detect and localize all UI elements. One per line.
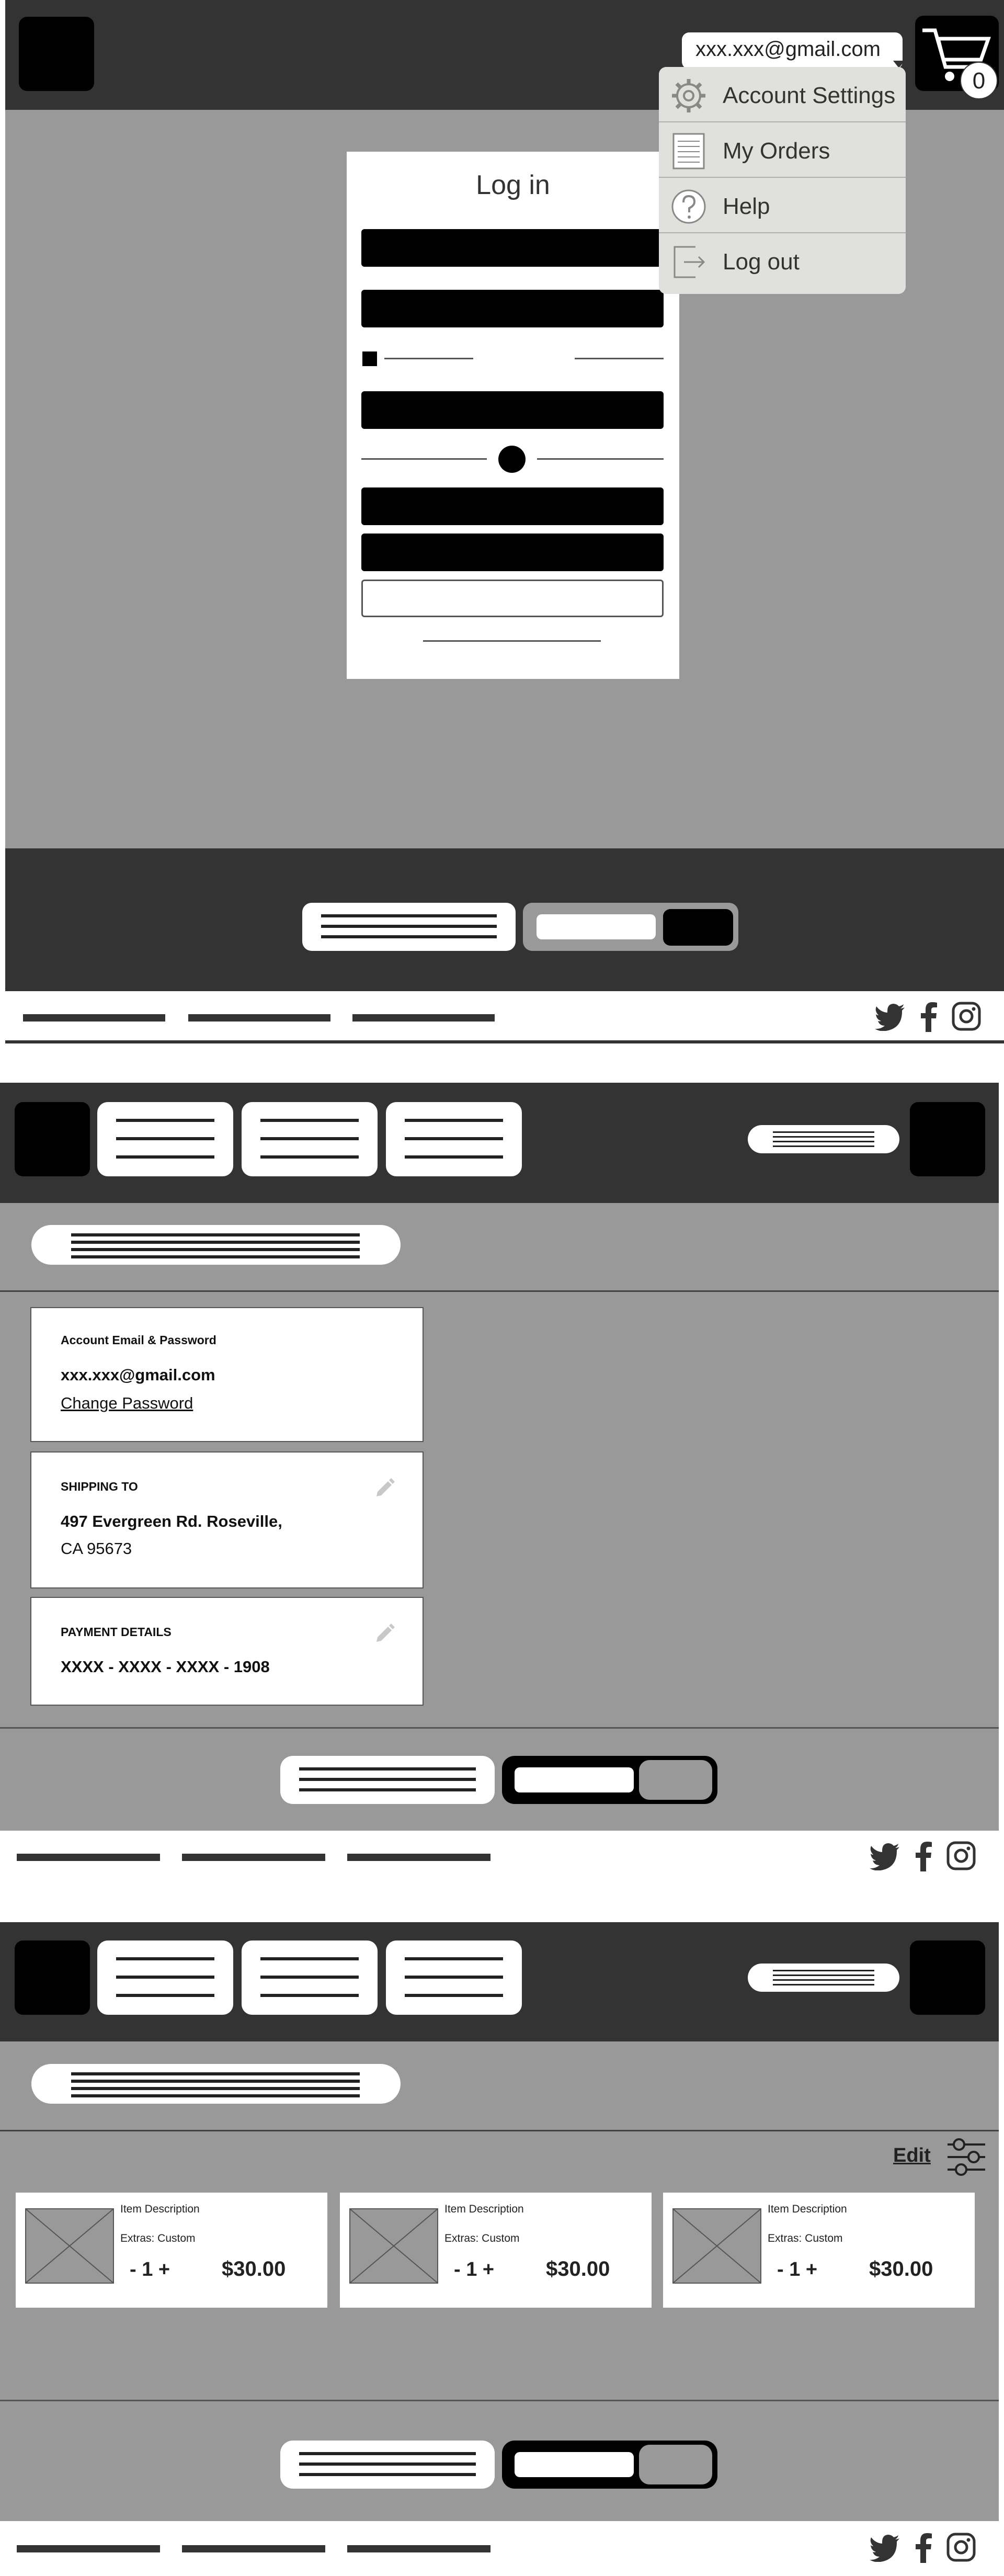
- section-divider: [0, 2400, 999, 2401]
- screen-cart: [0, 1920, 1004, 2576]
- facebook-icon[interactable]: [915, 2533, 932, 2563]
- twitter-icon[interactable]: [869, 1843, 900, 1870]
- item-extras: Extras: Custom: [768, 2232, 843, 2244]
- logo[interactable]: [19, 17, 94, 91]
- divider-dot: [498, 446, 526, 473]
- item-description: Item Description: [444, 2203, 524, 2215]
- account-email: xxx.xxx@gmail.com: [695, 38, 881, 61]
- shipping-address-line1: 497 Evergreen Rd. Roseville,: [61, 1512, 282, 1530]
- twitter-icon[interactable]: [869, 2535, 900, 2562]
- cart-count: 0: [972, 68, 986, 94]
- screen-account: [0, 1080, 1004, 1846]
- item-description: Item Description: [120, 2203, 200, 2215]
- footer-link[interactable]: [347, 2545, 490, 2552]
- nav-item-3[interactable]: [386, 1940, 522, 2015]
- item-description: Item Description: [768, 2203, 847, 2215]
- section-divider: [0, 1290, 999, 1292]
- payment-card-number: XXXX - XXXX - XXXX - 1908: [61, 1658, 270, 1676]
- item-extras: Extras: Custom: [444, 2232, 520, 2244]
- logo[interactable]: [15, 1940, 90, 2015]
- footer: [5, 991, 1004, 1043]
- item-price: $30.00: [546, 2257, 610, 2280]
- menu-item-account-settings[interactable]: [659, 67, 906, 122]
- document-icon: [670, 133, 707, 169]
- quantity-stepper[interactable]: - 1 +: [777, 2259, 818, 2280]
- search-bar[interactable]: [748, 1964, 899, 1992]
- breadcrumb[interactable]: [31, 2064, 401, 2104]
- newsletter-submit-button[interactable]: [663, 909, 733, 946]
- nav-item-2[interactable]: [242, 1102, 378, 1176]
- newsletter-input[interactable]: [537, 914, 656, 939]
- account-dropdown: [659, 67, 906, 294]
- item-extras: Extras: Custom: [120, 2232, 196, 2244]
- menu-item-my-orders[interactable]: [659, 122, 906, 178]
- cart-button[interactable]: [910, 1102, 985, 1176]
- logo[interactable]: [15, 1102, 90, 1176]
- facebook-icon[interactable]: [915, 1841, 932, 1871]
- menu-label-help: Help: [723, 194, 770, 219]
- logout-icon: [670, 244, 707, 280]
- divider-left: [361, 458, 487, 460]
- edit-link[interactable]: Edit: [893, 2144, 931, 2166]
- shipping-card-title: SHIPPING TO: [61, 1480, 138, 1493]
- footer-link[interactable]: [352, 1014, 495, 1022]
- newsletter-text: [280, 2441, 495, 2489]
- password-input[interactable]: [361, 290, 664, 327]
- instagram-icon[interactable]: [952, 1002, 981, 1031]
- create-account-link[interactable]: [423, 640, 601, 642]
- newsletter-input[interactable]: [515, 1767, 634, 1792]
- social-login-button-2[interactable]: [361, 534, 664, 571]
- login-button[interactable]: [361, 391, 664, 429]
- item-price: $30.00: [869, 2257, 933, 2280]
- newsletter-text: [280, 1756, 495, 1804]
- newsletter-submit-button[interactable]: [639, 2445, 712, 2484]
- menu-label-logout: Log out: [723, 249, 800, 275]
- edit-icon[interactable]: [373, 1623, 395, 1645]
- cart-button[interactable]: [910, 1940, 985, 2015]
- account-card-title: Account Email & Password: [61, 1333, 216, 1347]
- divider-right: [537, 458, 664, 460]
- login-panel: [347, 152, 679, 679]
- footer: [0, 2521, 999, 2576]
- newsletter-text: [302, 903, 516, 951]
- twitter-icon[interactable]: [874, 1004, 906, 1031]
- footer: [0, 1831, 999, 1883]
- menu-label-my-orders: My Orders: [723, 138, 830, 164]
- item-price: $30.00: [222, 2257, 286, 2280]
- nav-item-2[interactable]: [242, 1940, 378, 2015]
- footer-link[interactable]: [182, 2545, 325, 2552]
- account-email-button[interactable]: [682, 32, 903, 69]
- footer-link[interactable]: [188, 1014, 330, 1022]
- change-password-link[interactable]: Change Password: [61, 1394, 193, 1412]
- account-card: [30, 1307, 424, 1442]
- search-bar[interactable]: [748, 1125, 899, 1153]
- social-login-button-1[interactable]: [361, 487, 664, 525]
- item-image: [349, 2208, 438, 2284]
- facebook-icon[interactable]: [920, 1002, 937, 1032]
- menu-label-account-settings: Account Settings: [723, 83, 896, 108]
- newsletter-input[interactable]: [515, 2452, 634, 2477]
- newsletter-band: [0, 1729, 999, 1831]
- screen-login: [0, 0, 1004, 1049]
- quantity-stepper[interactable]: - 1 +: [130, 2259, 170, 2280]
- filter-sliders-icon[interactable]: [945, 2136, 987, 2178]
- forgot-password-link[interactable]: [575, 358, 664, 359]
- remember-checkbox[interactable]: [362, 351, 377, 366]
- remember-label: [384, 358, 473, 359]
- newsletter-submit-button[interactable]: [639, 1760, 712, 1800]
- cart-count-badge: [960, 62, 998, 99]
- cart-item-card: [663, 2193, 975, 2308]
- nav-item-1[interactable]: [97, 1102, 233, 1176]
- newsletter-form: [523, 903, 738, 951]
- section-divider: [0, 2130, 999, 2131]
- nav-item-3[interactable]: [386, 1102, 522, 1176]
- cart-item-card: [340, 2193, 652, 2308]
- payment-card-title: PAYMENT DETAILS: [61, 1625, 172, 1639]
- shipping-card: [30, 1451, 424, 1588]
- nav-item-1[interactable]: [97, 1940, 233, 2015]
- footer-link[interactable]: [182, 1854, 325, 1861]
- footer-link[interactable]: [17, 2545, 160, 2552]
- instagram-icon[interactable]: [946, 2533, 976, 2562]
- footer-link[interactable]: [17, 1854, 160, 1861]
- menu-item-help[interactable]: [659, 178, 906, 233]
- cart-item-card: [16, 2193, 327, 2308]
- shipping-address-line2: CA 95673: [61, 1539, 132, 1558]
- payment-card: [30, 1597, 424, 1706]
- quantity-stepper[interactable]: - 1 +: [454, 2259, 495, 2280]
- newsletter-form: [502, 1756, 717, 1804]
- login-title: Log in: [476, 170, 550, 200]
- signup-button[interactable]: [361, 580, 664, 617]
- item-image: [25, 2208, 114, 2284]
- item-image: [672, 2208, 761, 2284]
- newsletter-form: [502, 2441, 717, 2489]
- footer-link[interactable]: [347, 1854, 490, 1861]
- edit-icon[interactable]: [373, 1478, 395, 1500]
- account-email: xxx.xxx@gmail.com: [61, 1366, 215, 1384]
- question-icon: [670, 188, 707, 225]
- menu-item-logout[interactable]: [659, 233, 906, 289]
- footer-link[interactable]: [23, 1014, 165, 1022]
- gear-icon: [670, 77, 707, 114]
- email-input[interactable]: [361, 229, 664, 267]
- instagram-icon[interactable]: [946, 1841, 976, 1870]
- breadcrumb[interactable]: [31, 1225, 401, 1265]
